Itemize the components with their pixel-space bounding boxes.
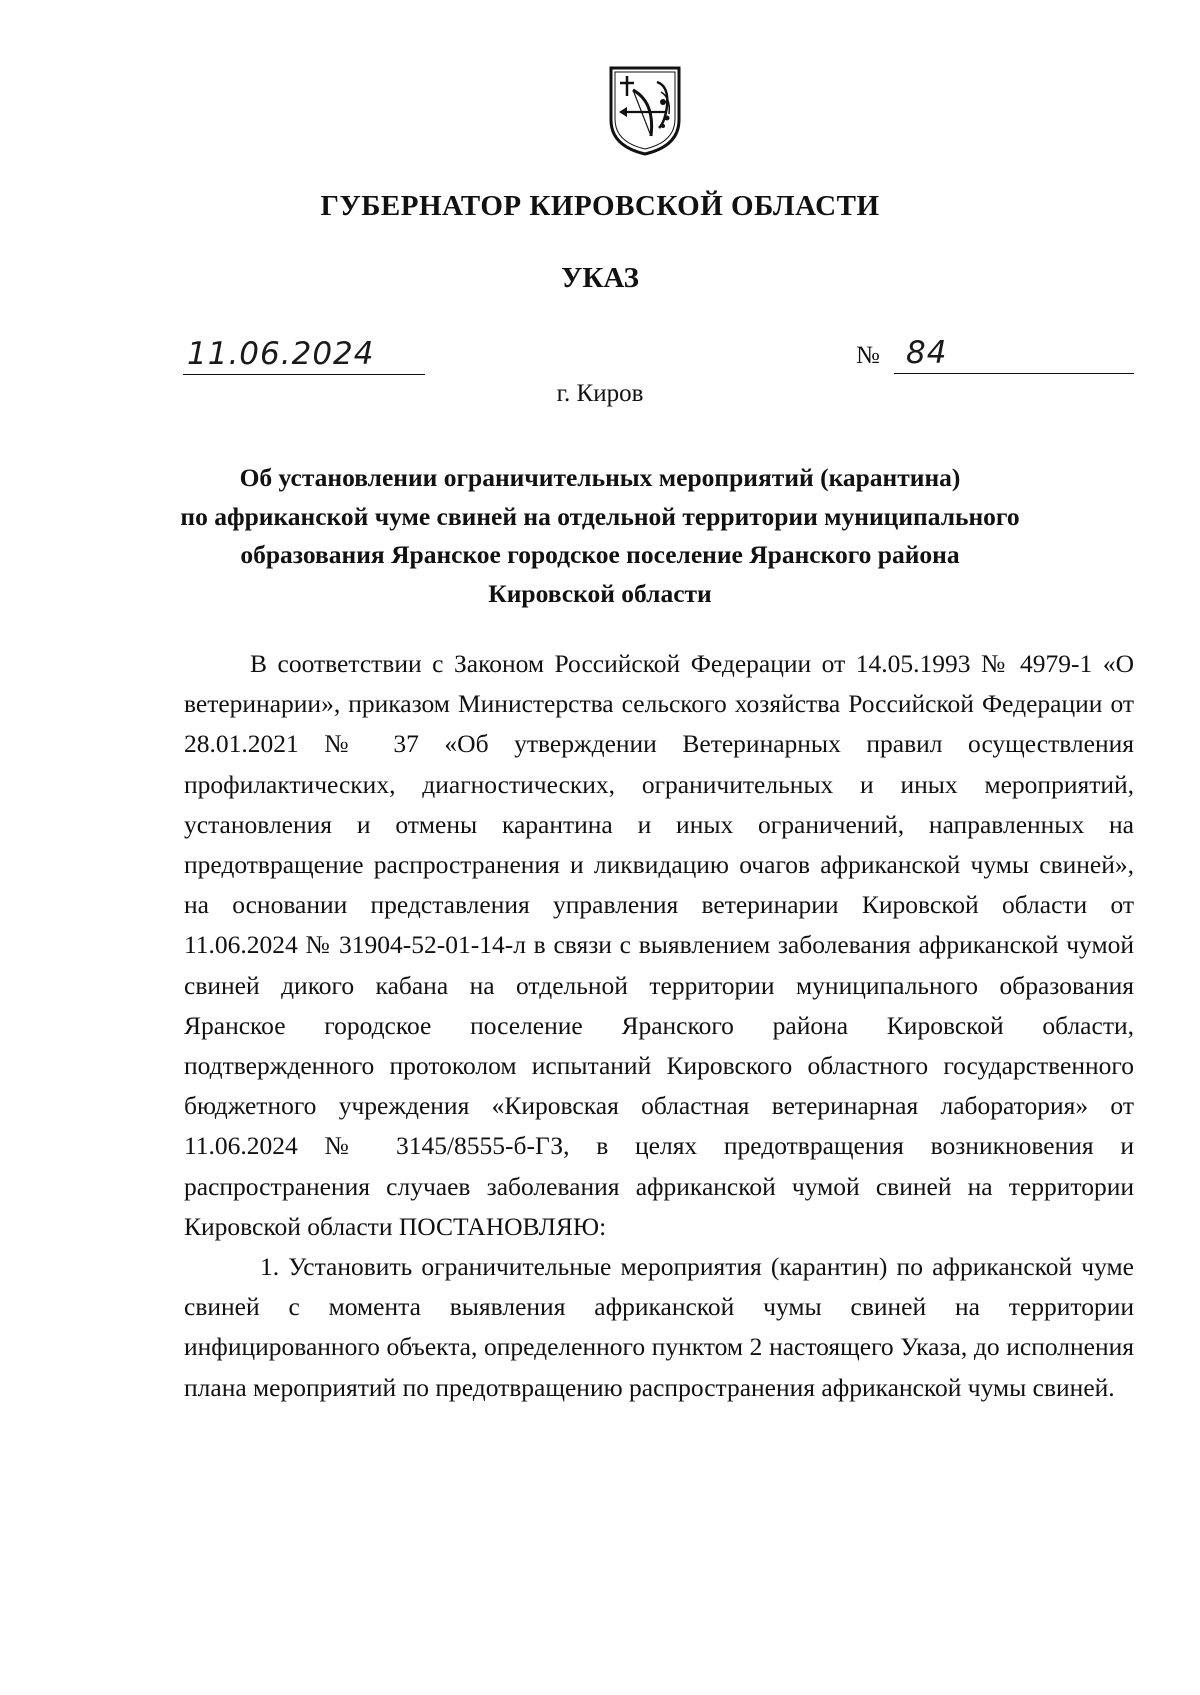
issuing-authority: ГУБЕРНАТОР КИРОВСКОЙ ОБЛАСТИ bbox=[320, 190, 880, 222]
document-date: 11.06.2024 bbox=[187, 336, 375, 372]
document-number: 84 bbox=[906, 335, 948, 371]
title-line-4: Кировской области bbox=[488, 578, 712, 608]
document-title bbox=[150, 459, 1050, 613]
title-line-2: по африканской чуме свиней на отдельной территории муниципального bbox=[180, 501, 1020, 531]
coat-of-arms-icon bbox=[605, 62, 685, 158]
clause-1: 1. Установить ограничительные мероприятия (карантин) по африканской чуме свиней с момента выявления африканской чумы свиней на территории инфицированного объекта, определенного пунктом 2 настоящего Указа, до исполнения плана мероприятий по предотвращению распространения африканской чумы свиней. bbox=[184, 1252, 1134, 1402]
number-sign: № bbox=[856, 342, 880, 369]
document-type: УКАЗ bbox=[561, 262, 639, 294]
title-line-3: образования Яранское городское поселение Яранского района bbox=[240, 540, 960, 569]
number-field bbox=[856, 330, 1134, 374]
preamble-paragraph: В соответствии с Законом Российской Федерации от 14.05.1993 № 4979-1 «О ветеринарии», приказом Министерства сельского хозяйства Российской Федерации от 28.01.2021 № 37 «Об утверждении Ветеринарных правил осуществления профилактических, диагностических, ограничительных и иных мероприятий, установления и отмены карантина и иных ограничений, направленных на предотвращение распространения и ликвидацию очагов африканской чумы свиней», на основании представления управления ветеринарии Кировской области от 11.06.2024 № 31904-52-01-14-л в связи с выявлением заболевания африканской чумой свиней дикого кабана на отдельной территории муниципального образования Яранское городское поселение Яранского района Кировской области, подтвержденного протоколом испытаний Кировского областного государственного бюджетного учреждения «Кировская областная ветеринарная лаборатория» от 11.06.2024 № 3145/8555-б-ГЗ, в целях предотвращения возникновения и распространения случаев заболевания африканской чумой свиней на территории Кировской области ПОСТАНОВЛЯЮ: bbox=[184, 649, 1134, 1241]
issue-city: г. Киров bbox=[556, 380, 644, 407]
title-line-1: Об установлении ограничительных мероприятий (карантина) bbox=[239, 463, 961, 492]
number-line bbox=[894, 333, 1134, 374]
date-field bbox=[183, 330, 425, 375]
document-body bbox=[184, 644, 1134, 1408]
